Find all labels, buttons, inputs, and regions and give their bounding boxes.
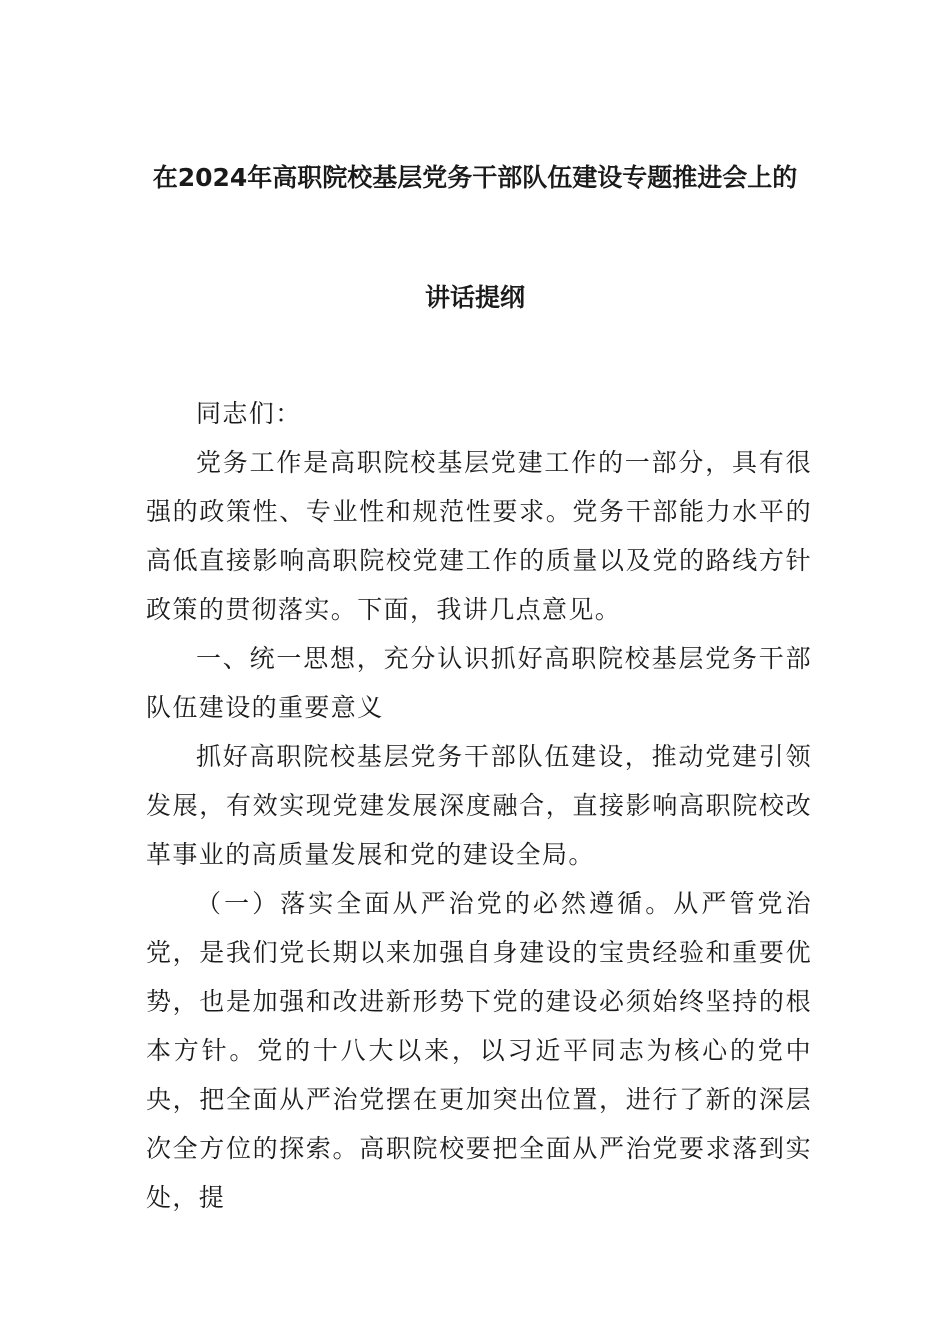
document-title-line-1: 在2024年高职院校基层党务干部队伍建设专题推进会上的 (152, 163, 798, 192)
salutation: 同志们： (196, 399, 302, 428)
section-heading-1: 一、统一思想，充分认识抓好高职院校基层党务干部队伍建设的重要意义 (146, 644, 812, 722)
paragraph-section-1: 抓好高职院校基层党务干部队伍建设，推动党建引领发展，有效实现党建发展深度融合，直接影响高职院校改革事业的高质量发展和党的建设全局。 (146, 742, 812, 869)
paragraph-intro: 党务工作是高职院校基层党建工作的一部分，具有很强的政策性、专业性和规范性要求。党务干部能力水平的高低直接影响高职院校党建工作的质量以及党的路线方针政策的贯彻落实。下面，我讲几点意见。 (146, 448, 812, 624)
document-body (146, 389, 812, 1222)
document-title-line-2: 讲话提纲 (424, 283, 525, 312)
paragraph-subsection-1: （一）落实全面从严治党的必然遵循。从严管党治党，是我们党长期以来加强自身建设的宝贵经验和重要优势，也是加强和改进新形势下党的建设必须始终坚持的根本方针。党的十八大以来，以习近平同志为核心的党中央，把全面从严治党摆在更加突出位置，进行了新的深层次全方位的探索。高职院校要把全面从严治党要求落到实处，提 (146, 889, 812, 1212)
